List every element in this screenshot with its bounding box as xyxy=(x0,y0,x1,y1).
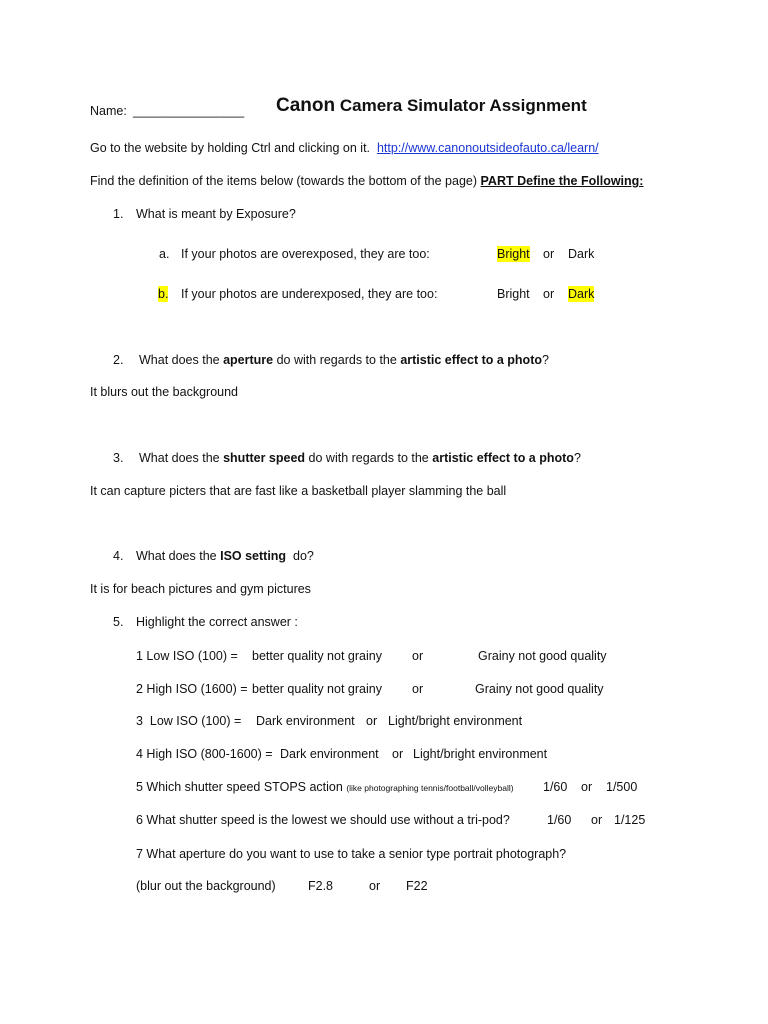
q5-item5-option2: 1/500 xyxy=(606,780,638,794)
q1b-option-bright: Bright xyxy=(497,287,530,301)
q4-answer: It is for beach pictures and gym pictures xyxy=(90,582,311,596)
q5-item6-label: 6 What shutter speed is the lowest we should use without a tri-pod? xyxy=(136,813,510,827)
q1b-or: or xyxy=(543,287,555,301)
q5-item4-option2: Light/bright environment xyxy=(413,747,548,761)
q5-item5-text: 5 Which shutter speed STOPS action xyxy=(136,780,343,794)
q5-item6-or: or xyxy=(591,813,603,827)
q5-item1-option1: better quality not grainy xyxy=(252,649,382,663)
q5-item3-or: or xyxy=(366,714,378,728)
q5-item5-note: (like photographing tennis/football/volleyball) xyxy=(346,783,514,793)
part-label: PART Define the Following: xyxy=(480,174,644,188)
q2-pre: What does the xyxy=(139,353,220,367)
q5-item1-label: 1 Low ISO (100) = xyxy=(136,649,238,663)
q3-pre: What does the xyxy=(139,451,220,465)
q1-text: What is meant by Exposure? xyxy=(136,207,296,221)
q4-pre: What does the xyxy=(136,549,217,563)
q3-term2: artistic effect to a photo xyxy=(432,451,574,465)
q2-mid: do with regards to the xyxy=(276,353,397,367)
q5-number: 5. xyxy=(113,615,124,629)
instruction-text: Go to the website by holding Ctrl and clicking on it. xyxy=(90,141,371,155)
q5-item7-sub: (blur out the background) xyxy=(136,879,276,893)
q2-number: 2. xyxy=(113,353,124,367)
q2-text xyxy=(139,352,549,368)
q2-term: aperture xyxy=(223,353,274,367)
q5-item7-option1: F2.8 xyxy=(308,879,334,893)
q3-number: 3. xyxy=(113,451,124,465)
q1b-marker: b. xyxy=(158,287,169,301)
q1b-option-dark: Dark xyxy=(568,287,595,301)
q5-item4-label: 4 High ISO (800-1600) = xyxy=(136,747,273,761)
q1a-marker: a. xyxy=(159,247,170,261)
intro-instruction xyxy=(90,140,599,156)
q5-item2-option2: Grainy not good quality xyxy=(475,682,604,696)
q1a-option-bright: Bright xyxy=(497,247,530,261)
q3-end: ? xyxy=(573,451,581,465)
page-title xyxy=(276,95,587,116)
q5-item3-option1: Dark environment xyxy=(256,714,355,728)
q2-end: ? xyxy=(542,353,549,367)
q5-item5-option1: 1/60 xyxy=(543,780,568,794)
website-link[interactable]: http://www.canonoutsideofauto.ca/learn/ xyxy=(376,141,599,155)
q5-item5-label xyxy=(136,779,514,796)
q5-item2-option1: better quality not grainy xyxy=(252,682,382,696)
q1-number: 1. xyxy=(113,207,124,221)
q5-item7-option2: F22 xyxy=(406,879,428,893)
q3-text xyxy=(139,450,581,466)
q5-item6-option1: 1/60 xyxy=(547,813,572,827)
find-text: Find the definition of the items below (towards the bottom of the page) xyxy=(90,174,478,188)
q5-item1-option2: Grainy not good quality xyxy=(478,649,607,663)
q5-item2-label: 2 High ISO (1600) = xyxy=(136,682,248,696)
q4-term: ISO setting xyxy=(220,549,287,563)
q1a-or: or xyxy=(543,247,555,261)
q5-text: Highlight the correct answer : xyxy=(136,615,298,629)
q5-item4-option1: Dark environment xyxy=(280,747,379,761)
name-blank: ________________ xyxy=(133,104,245,118)
q5-item3-label: 3 Low ISO (100) = xyxy=(136,714,242,728)
q4-text xyxy=(136,548,314,564)
q5-item5-or: or xyxy=(581,780,593,794)
q2-term2: artistic effect to a photo xyxy=(400,353,542,367)
q3-mid: do with regards to the xyxy=(308,451,429,465)
title-rest: Camera Simulator Assignment xyxy=(339,96,587,115)
q5-item3-option2: Light/bright environment xyxy=(388,714,523,728)
q5-item4-or: or xyxy=(392,747,404,761)
q5-item7-label: 7 What aperture do you want to use to take a senior type portrait photograph? xyxy=(136,847,567,861)
q4-end: do? xyxy=(293,549,314,563)
q5-item2-or: or xyxy=(412,682,424,696)
name-label: Name: xyxy=(90,104,127,118)
q3-answer: It can capture picters that are fast like a basketball player slamming the ball xyxy=(90,484,507,498)
title-brand: Canon xyxy=(276,95,336,116)
find-instruction xyxy=(90,173,643,189)
q4-number: 4. xyxy=(113,549,124,563)
q2-answer: It blurs out the background xyxy=(90,385,239,399)
q1a-option-dark: Dark xyxy=(568,247,595,261)
q1b-text: If your photos are underexposed, they are too: xyxy=(181,287,438,301)
q3-term: shutter speed xyxy=(223,451,306,465)
q5-item6-option2: 1/125 xyxy=(614,813,646,827)
q5-item1-or: or xyxy=(412,649,424,663)
q5-item7-or: or xyxy=(369,879,381,893)
q1a-text: If your photos are overexposed, they are too: xyxy=(181,247,430,261)
